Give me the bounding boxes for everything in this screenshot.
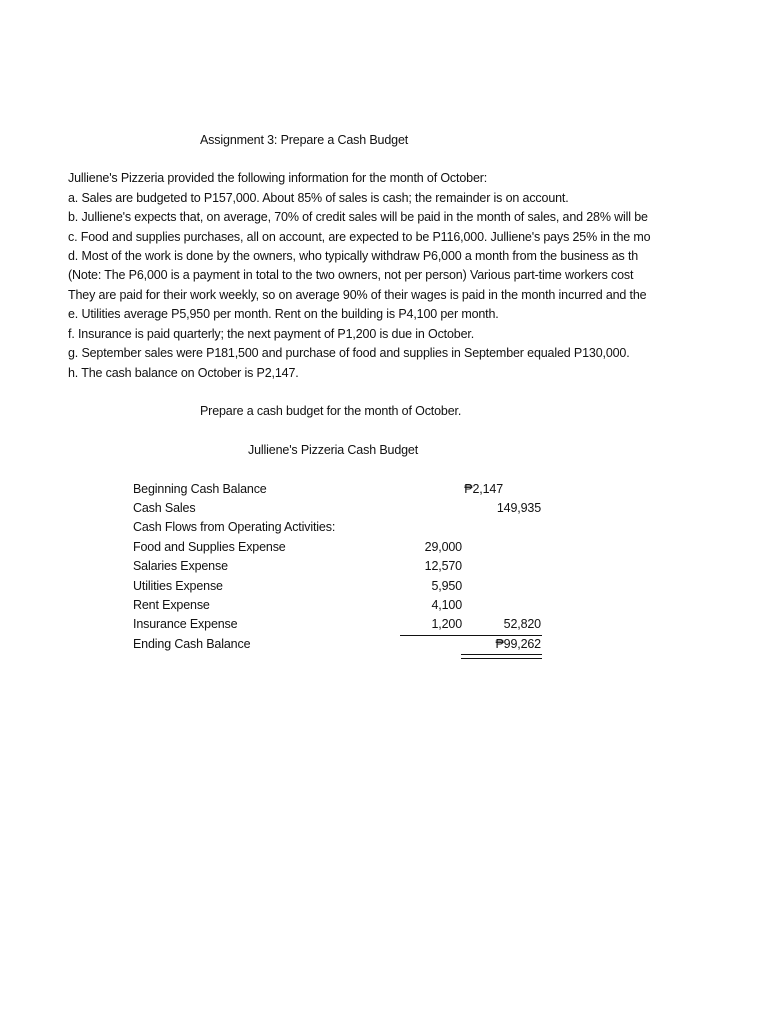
budget-row-label: Beginning Cash Balance [133,482,267,496]
item-e: e. Utilities average P5,950 per month. Rent on the building is P4,100 per month. [68,307,499,321]
budget-row-amount: 5,950 [431,579,462,593]
instruction-text: Prepare a cash budget for the month of October. [200,404,462,418]
budget-row-label: Food and Supplies Expense [133,540,286,554]
item-d-continued: They are paid for their work weekly, so on average 90% of their wages is paid in the month incurred and the [68,288,647,302]
budget-row-total: ₱99,262 [495,637,541,651]
item-d-note: (Note: The P6,000 is a payment in total to the two owners, not per person) Various part-time workers cost [68,268,634,282]
budget-row-label: Insurance Expense [133,617,238,631]
budget-row-label: Salaries Expense [133,559,228,573]
budget-row-total: 52,820 [503,617,541,631]
budget-row-label: Rent Expense [133,598,210,612]
budget-row-amount: 1,200 [431,617,462,631]
item-a: a. Sales are budgeted to P157,000. About 85% of sales is cash; the remainder is on account. [68,191,569,205]
budget-row-label: Ending Cash Balance [133,637,251,651]
budget-row-total: 149,935 [496,501,541,515]
item-h: h. The cash balance on October is P2,147. [68,366,299,380]
intro-text: Julliene's Pizzeria provided the following information for the month of October: [68,171,488,185]
budget-row-label: Utilities Expense [133,579,223,593]
budget-row-amount: 4,100 [431,598,462,612]
item-g: g. September sales were P181,500 and purchase of food and supplies in September equaled P130,000. [68,346,630,360]
item-f: f. Insurance is paid quarterly; the next payment of P1,200 is due in October. [68,327,475,341]
item-d: d. Most of the work is done by the owners, who typically withdraw P6,000 a month from the business as th [68,249,639,263]
budget-title: Julliene's Pizzeria Cash Budget [248,443,419,457]
budget-row-amount: 12,570 [424,559,462,573]
budget-row-total: ₱2,147 [464,482,503,496]
item-c: c. Food and supplies purchases, all on account, are expected to be P116,000. Julliene's pays 25% in the mo [68,230,651,244]
item-b: b. Julliene's expects that, on average, 70% of credit sales will be paid in the month of sales, and 28% will be [68,210,648,224]
budget-row-amount: 29,000 [424,540,462,554]
budget-row-label: Cash Flows from Operating Activities: [133,520,336,534]
budget-row-label: Cash Sales [133,501,196,515]
assignment-title: Assignment 3: Prepare a Cash Budget [200,133,409,147]
total-double-underline [461,654,542,659]
